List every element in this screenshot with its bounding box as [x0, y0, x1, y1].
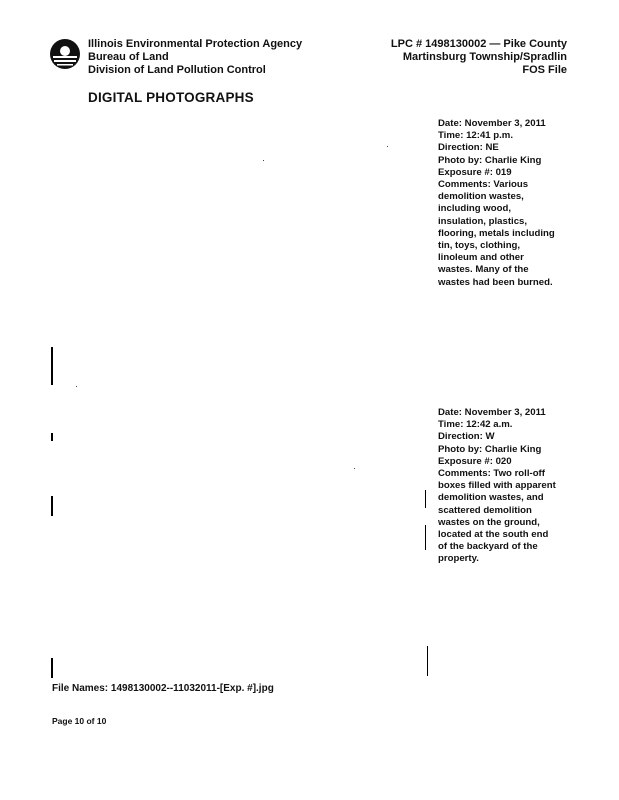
- scan-dot: [76, 386, 77, 387]
- page-number: Page 10 of 10: [52, 716, 107, 726]
- site-id: LPC # 1498130002 — Pike County: [390, 38, 567, 50]
- agency-header: [88, 38, 302, 77]
- scan-mark: [51, 658, 53, 678]
- scan-dot: [354, 468, 355, 469]
- photo-exposure: Exposure #: 020: [438, 455, 512, 467]
- scan-mark: [51, 347, 53, 385]
- site-file: FOS File: [522, 64, 567, 76]
- scan-mark: [51, 433, 53, 441]
- photo-direction: Direction: W: [438, 431, 495, 443]
- photo-time: Time: 12:41 p.m.: [438, 130, 514, 142]
- scan-dot: [263, 160, 264, 161]
- photo-date: Date: November 3, 2011: [438, 407, 546, 418]
- agency-logo: [49, 38, 81, 70]
- scan-mark: [51, 496, 53, 516]
- site-header: [391, 38, 567, 77]
- photo-time: Time: 12:42 a.m.: [438, 419, 513, 431]
- photo-by: Photo by: Charlie King: [438, 443, 542, 455]
- division-name: Division of Land Pollution Control: [88, 64, 266, 76]
- photo-info-1: [438, 118, 558, 289]
- photo-date: Date: November 3, 2011: [438, 118, 546, 129]
- photo-comments: Comments: Two roll-off boxes filled with apparent demolition wastes, and scattered demolition wastes on the ground, located at the south end of the backyard of the property.: [438, 468, 556, 565]
- photo-info-2: [438, 407, 558, 566]
- photo-direction: Direction: NE: [438, 142, 499, 154]
- scan-mark: [425, 490, 426, 508]
- scan-mark: [425, 525, 426, 550]
- site-township: Martinsburg Township/Spradlin: [402, 51, 567, 63]
- scan-mark: [427, 646, 428, 676]
- photo-comments: Comments: Various demolition wastes, including wood, insulation, plastics, flooring, metals including tin, toys, clothing, linoleum and other wastes. Many of the wastes had been burned.: [438, 179, 555, 288]
- photo-by: Photo by: Charlie King: [438, 154, 542, 166]
- agency-name: Illinois Environmental Protection Agency: [88, 38, 303, 50]
- bureau-name: Bureau of Land: [88, 51, 169, 63]
- file-names: File Names: 1498130002--11032011-[Exp. #].jpg: [52, 683, 274, 694]
- scan-dot: [387, 146, 388, 147]
- page-title: DIGITAL PHOTOGRAPHS: [88, 90, 254, 105]
- photo-exposure: Exposure #: 019: [438, 166, 512, 178]
